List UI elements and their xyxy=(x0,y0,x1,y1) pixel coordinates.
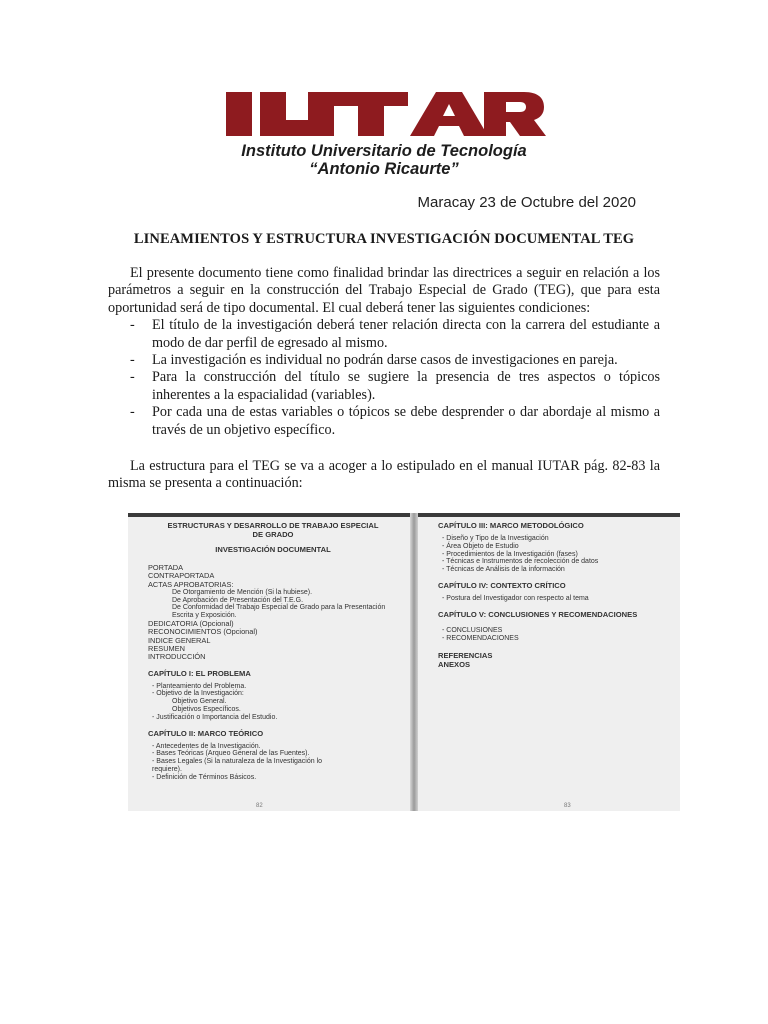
list-item: De Otorgamiento de Mención (Si la hubiese). xyxy=(172,588,313,596)
document-body xyxy=(108,265,660,493)
list-item: INTRODUCCIÓN xyxy=(148,652,206,662)
iutar-logo xyxy=(222,88,546,180)
list-item: - La investigación es individual no podrán darse casos de investigaciones en pareja. xyxy=(130,352,618,369)
list-item: - Bases Legales (Si la naturaleza de la Investigación lo xyxy=(152,758,323,766)
references-heading: REFERENCIAS xyxy=(438,651,493,661)
list-item: - Por cada una de estas variables o tópicos se debe desprender o dar abordaje al mismo a través de un objetivo específico. xyxy=(130,404,660,438)
list-item: - Bases Teóricas (Arqueo General de las Fuentes). xyxy=(152,750,310,758)
bullet-dash: - xyxy=(130,317,135,334)
conditions-list xyxy=(108,317,660,439)
scan-heading: DE GRADO xyxy=(252,530,294,539)
list-item: - El título de la investigación deberá tener relación directa con la carrera del estudiante a modo de dar perfil de egresado al mismo. xyxy=(130,317,660,351)
list-item: - Técnicas e Instrumentos de recolección de datos xyxy=(442,558,599,566)
list-item: - Procedimientos de la Investigación (fases) xyxy=(442,550,578,558)
intro-paragraph: El presente documento tiene como finalidad brindar las directrices a seguir en relación a los parámetros a seguir en la construcción del Trabajo Especial de Grado (TEG), que para esta oportunidad será de tipo documental. El cual deberá tener las siguientes condiciones: xyxy=(108,265,660,316)
list-item: - Justificación o Importancia del Estudio. xyxy=(152,713,278,721)
document-title: LINEAMIENTOS Y ESTRUCTURA INVESTIGACIÓN DOCUMENTAL TEG xyxy=(133,231,635,247)
chapter-heading: CAPÍTULO IV: CONTEXTO CRÍTICO xyxy=(438,580,566,590)
list-item: - Postura del Investigador con respecto al tema xyxy=(442,594,589,602)
list-item: De Aprobación de Presentación del T.E.G. xyxy=(172,596,304,604)
document-date: Maracay 23 de Octubre del 2020 xyxy=(417,194,636,211)
scanned-manual-pages xyxy=(128,513,680,811)
scan-heading: ESTRUCTURAS Y DESARROLLO DE TRABAJO ESPECIAL xyxy=(167,521,379,530)
list-item: - Antecedentes de la Investigación. xyxy=(152,742,261,750)
list-item: CONTRAPORTADA xyxy=(148,571,215,581)
scan-subheading: INVESTIGACIÓN DOCUMENTAL xyxy=(215,545,331,554)
list-item: INDICE GENERAL xyxy=(148,635,211,645)
list-item: - Diseño y Tipo de la Investigación xyxy=(442,535,549,542)
list-item: ACTAS APROBATORIAS: xyxy=(148,579,234,589)
bullet-dash: - xyxy=(130,369,135,386)
chapter-heading: CAPÍTULO III: MARCO METODOLÓGICO xyxy=(438,521,584,530)
chapter-heading: CAPÍTULO II: MARCO TEÓRICO xyxy=(148,728,264,738)
list-item: RESUMEN xyxy=(148,643,185,653)
list-item: - RECOMENDACIONES xyxy=(442,634,519,642)
chapter-heading: CAPÍTULO V: CONCLUSIONES Y RECOMENDACIONES xyxy=(438,609,638,619)
book-fold xyxy=(410,513,418,811)
list-item: - CONCLUSIONES xyxy=(442,626,503,634)
list-item: - Definición de Términos Básicos. xyxy=(152,773,257,781)
annex-heading: ANEXOS xyxy=(438,660,471,670)
chapter-heading: CAPÍTULO I: EL PROBLEMA xyxy=(148,668,251,678)
iutar-wordmark xyxy=(222,88,546,140)
list-item: RECONOCIMIENTOS (Opcional) xyxy=(148,627,258,637)
list-item: - Para la construcción del título se sugiere la presencia de tres aspectos o tópicos inherentes a la espacialidad (variables). xyxy=(130,369,660,403)
bullet-dash: - xyxy=(130,404,135,421)
list-item: De Conformidad del Trabajo Especial de Grado para la Presentación Escrita y Exposición. xyxy=(172,604,386,620)
scan-right-page xyxy=(438,521,670,669)
list-item: Objetivo General. xyxy=(172,698,227,706)
institute-name: Instituto Universitario de Tecnología xyxy=(241,142,527,160)
scan-left-page xyxy=(148,521,398,782)
list-item: requiere). xyxy=(152,765,182,773)
page-number: 82 xyxy=(256,803,263,809)
closing-paragraph: La estructura para el TEG se va a acoger a lo estipulado en el manual IUTAR pág. 82-83 la misma se presenta a continuación: xyxy=(108,458,660,492)
list-item: - Área Objeto de Estudio xyxy=(442,542,519,550)
list-item: Objetivos Específicos. xyxy=(172,705,241,713)
list-item: - Técnicas de Análisis de la información xyxy=(442,566,565,574)
page-number: 83 xyxy=(564,803,571,809)
list-item: - Planteamiento del Problema. xyxy=(152,682,247,690)
scan-edge xyxy=(128,513,680,517)
institute-subname: “Antonio Ricaurte” xyxy=(309,160,459,178)
list-item: PORTADA xyxy=(148,563,184,572)
list-item: - Objetivo de la Investigación: xyxy=(152,690,244,698)
list-item: DEDICATORIA (Opcional) xyxy=(148,619,234,629)
bullet-dash: - xyxy=(130,352,135,369)
